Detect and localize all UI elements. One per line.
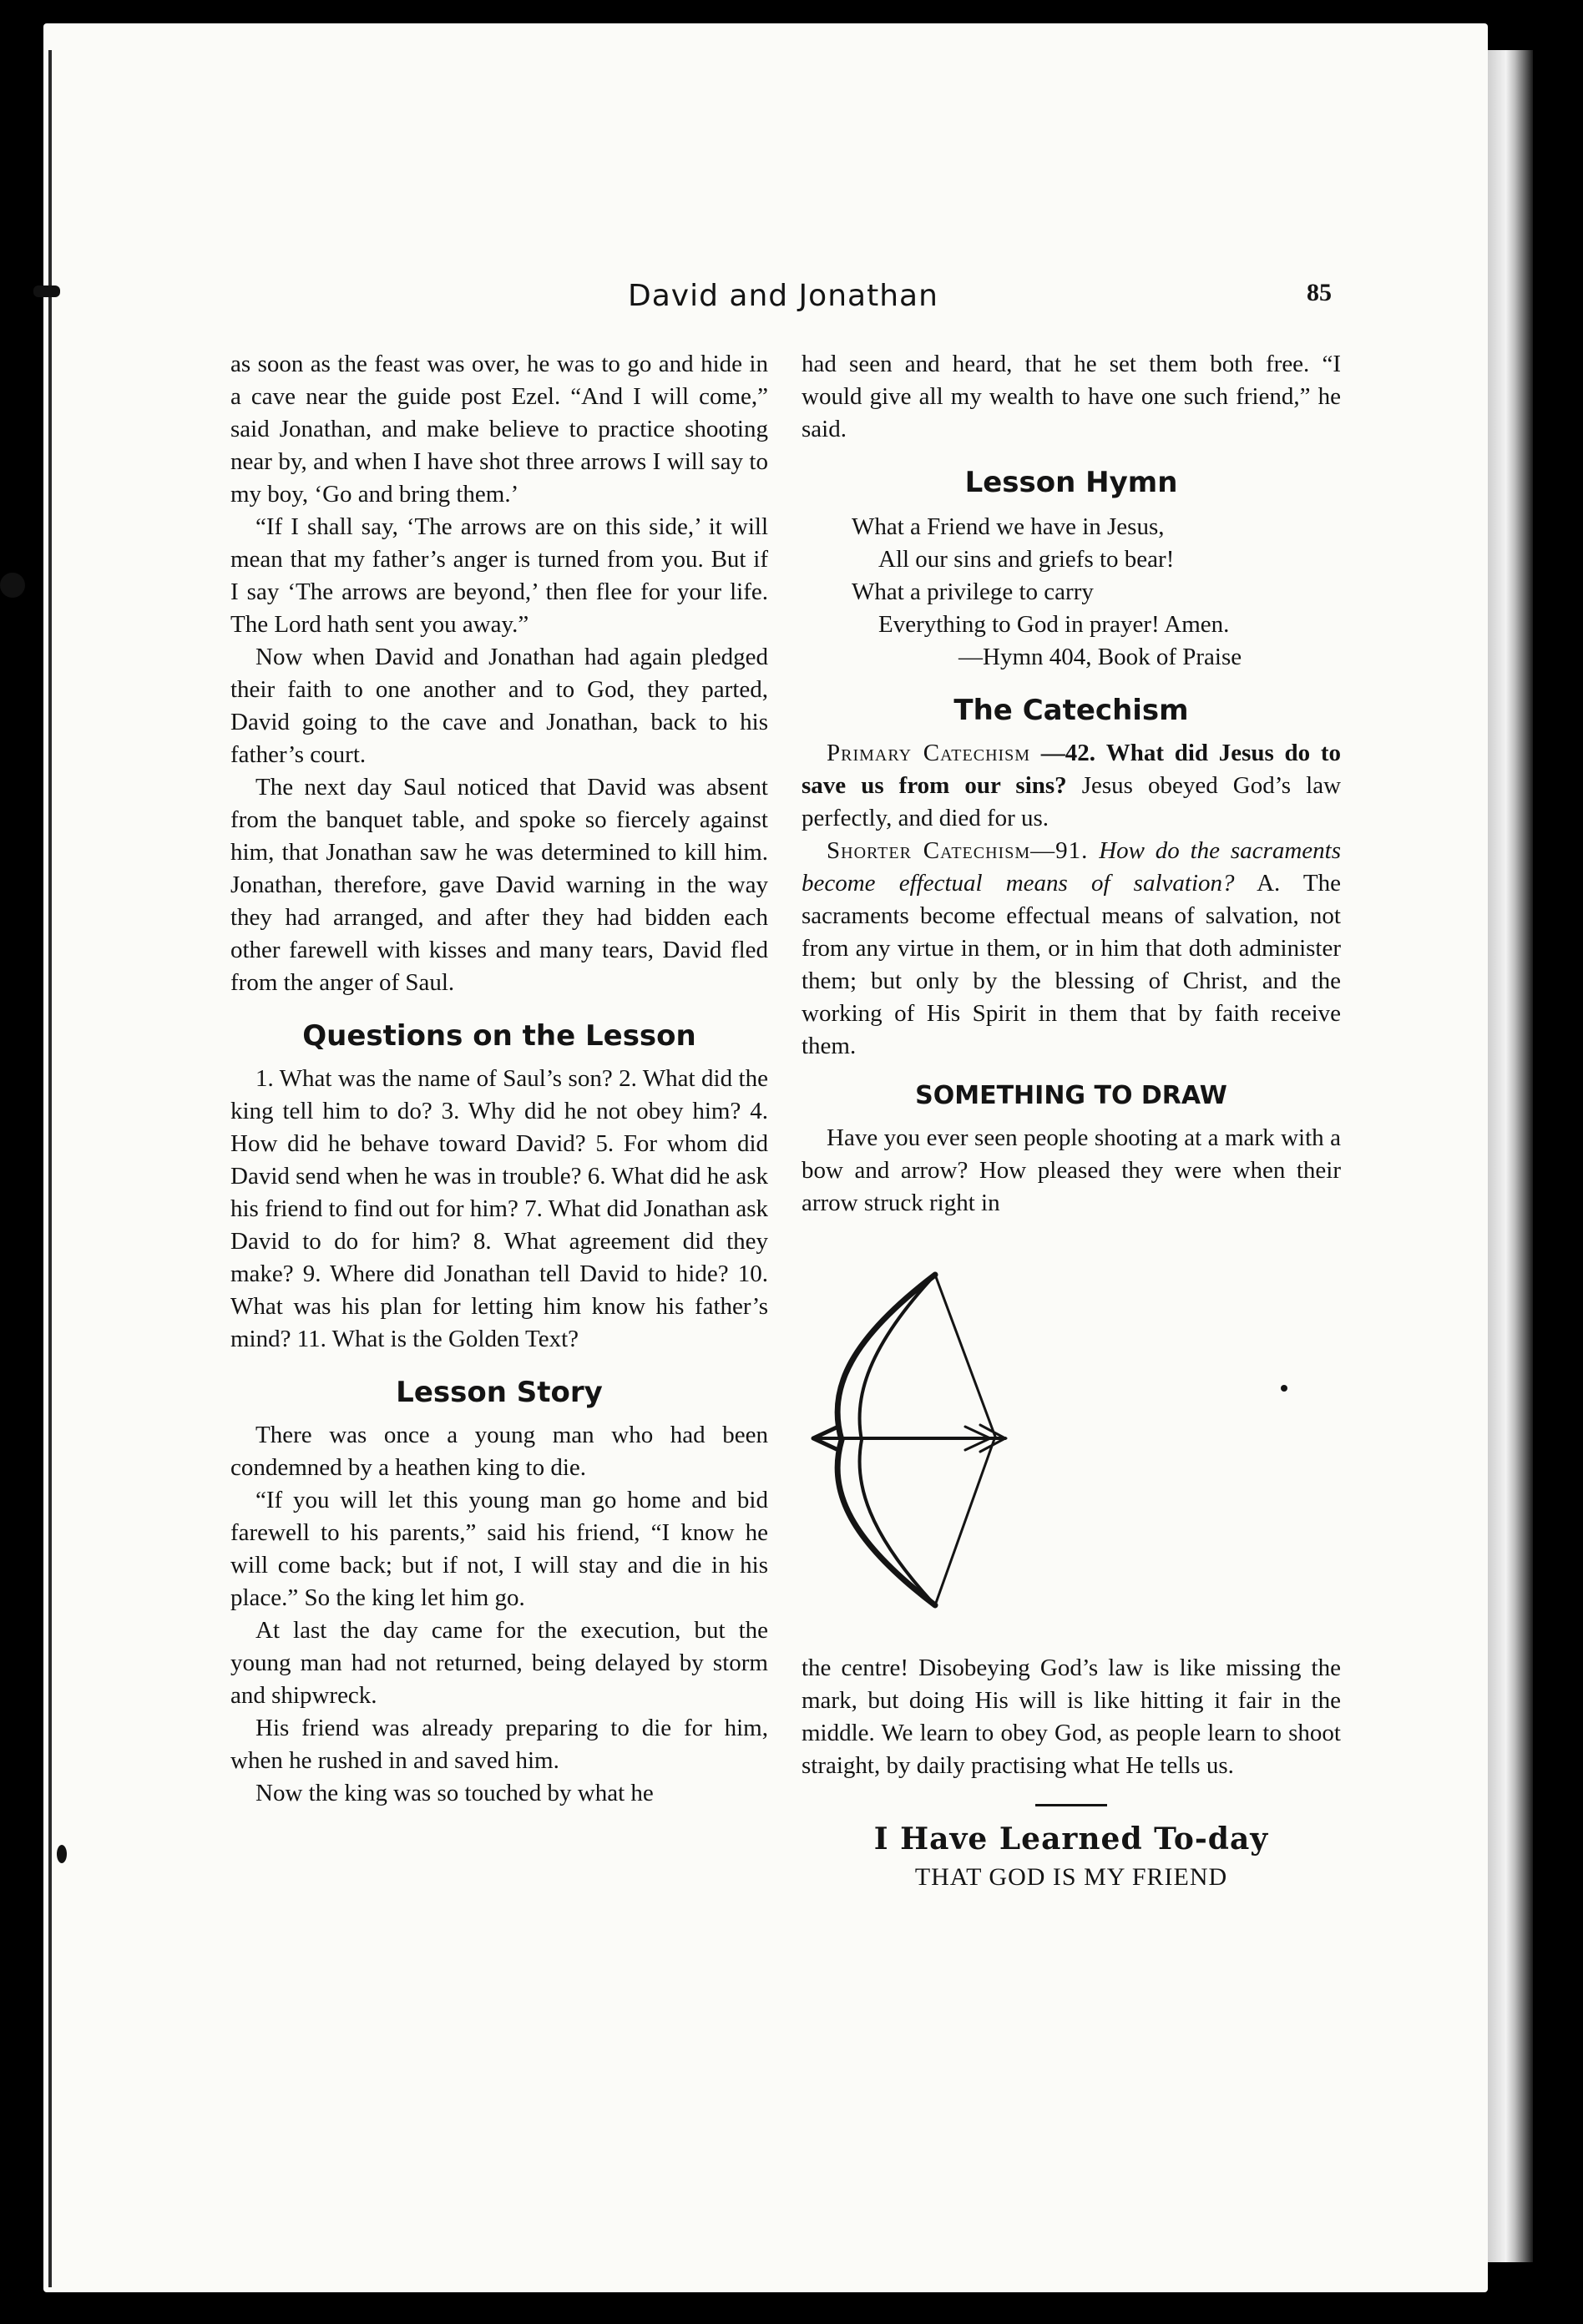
catechism-heading: The Catechism bbox=[953, 694, 1189, 727]
running-head: David and Jonathan bbox=[628, 279, 938, 313]
paragraph: as soon as the feast was over, he was to go and hide in a cave near the guide post Ezel. “And I will come,” said Jonathan, and make believe to practice shooting near by, and when I have shot three arrows I will say to my boy, ‘Go and bring them.’ bbox=[230, 351, 768, 508]
paragraph: Now the king was so touched by what he bbox=[255, 1780, 654, 1806]
paragraph: Have you ever seen people shooting at a mark with a bow and arrow? How pleased they were when their arrow struck right in bbox=[802, 1124, 1341, 1216]
binding-edge bbox=[48, 50, 52, 2287]
primary-catechism bbox=[802, 737, 1341, 835]
left-column bbox=[230, 348, 768, 1810]
primary-number: —42. bbox=[1040, 740, 1096, 766]
paragraph: His friend was already preparing to die for him, when he rushed in and saved him. bbox=[230, 1715, 768, 1774]
shorter-question: How do the sacraments become effectual means of salvation? bbox=[802, 837, 1341, 897]
primary-answer: Jesus obeyed God’s law perfectly, and died for us. bbox=[802, 772, 1342, 831]
hymn-line: What a Friend we have in Jesus, bbox=[852, 513, 1165, 540]
learned-text: THAT GOD IS MY FRIEND bbox=[914, 1863, 1228, 1891]
ink-blot bbox=[57, 1845, 67, 1863]
page-gutter bbox=[1488, 50, 1533, 2262]
paragraph: “If you will let this young man go home and bid farewell to his parents,” said his friend, “I know he will come back; but if not, I will stay and die in his place.” So the king let him go. bbox=[230, 1487, 768, 1611]
primary-question: What did Jesus do to save us from our sins? bbox=[802, 740, 1342, 799]
primary-label: Primary Catechism bbox=[827, 740, 1031, 766]
ink-blot bbox=[0, 573, 25, 598]
hymn-attribution: —Hymn 404, Book of Praise bbox=[958, 644, 1242, 670]
draw-heading: SOMETHING TO DRAW bbox=[915, 1081, 1227, 1110]
hymn-line: Everything to God in prayer! Amen. bbox=[878, 611, 1230, 638]
paragraph: “If I shall say, ‘The arrows are on this side,’ it will mean that my father’s anger is turned from you. But if I say ‘The arrows are beyond,’ then flee for your life. The Lord hath sent you away.” bbox=[230, 513, 768, 638]
paragraph: had seen and heard, that he set them both free. “I would give all my wealth to have one such friend,” he said. bbox=[802, 351, 1341, 442]
learned-title: I Have Learned To-day bbox=[873, 1821, 1269, 1857]
paragraph: There was once a young man who had been condemned by a heathen king to die. bbox=[230, 1422, 768, 1481]
paragraph: The next day Saul noticed that David was absent from the banquet table, and spoke so fiercely against him, that Jonathan saw he was determined to kill him. Jonathan, therefore, gave David warning in the way they had arranged, and after they had bidden each other farewell with kisses and many tears, David fled from the anger of Saul. bbox=[230, 774, 768, 996]
divider bbox=[1035, 1804, 1107, 1806]
hymn-line: What a privilege to carry bbox=[852, 578, 1094, 605]
shorter-label: Shorter Catechism—91. bbox=[827, 837, 1089, 864]
paragraph: At last the day came for the execution, but the young man had not returned, being delayed by storm and shipwreck. bbox=[230, 1617, 768, 1709]
bow-and-arrow-icon bbox=[802, 1263, 1341, 1622]
page-number: 85 bbox=[1307, 279, 1332, 306]
hymn-verse bbox=[802, 511, 1341, 674]
shorter-catechism bbox=[802, 835, 1341, 1063]
paragraph: the centre! Disobeying God’s law is like missing the mark, but doing His will is like hitting it fair in the middle. We learn to obey God, as people learn to shoot straight, by daily practising what He tells us. bbox=[802, 1655, 1341, 1779]
story-heading: Lesson Story bbox=[396, 1376, 603, 1409]
hymn-line: All our sins and griefs to bear! bbox=[878, 546, 1175, 573]
right-column bbox=[802, 348, 1341, 1893]
hymn-heading: Lesson Hymn bbox=[964, 466, 1178, 499]
paragraph: Now when David and Jonathan had again pledged their faith to one another and to God, they parted, David going to the cave and Jonathan, back to his father’s court. bbox=[230, 644, 768, 768]
binding-mark bbox=[33, 285, 60, 297]
questions-list: 1. What was the name of Saul’s son? 2. What did the king tell him to do? 3. Why did he not obey him? 4. How did he behave toward David? 5. For whom did David send when he was in trouble? 6. What did he ask his friend to find out for him? 7. What did Jonathan ask David to do for him? 8. What agreement did they make? 9. Where did Jonathan tell David to hide? 10. What was his plan for letting him know his father’s mind? 11. What is the Golden Text? bbox=[230, 1065, 768, 1352]
shorter-answer: A. The sacraments become effectual means of salvation, not from any virtue in them, or in him that doth administer them; but only by the blessing of Christ, and the working of His Spirit in them that by faith receive them. bbox=[802, 870, 1341, 1059]
questions-heading: Questions on the Lesson bbox=[302, 1019, 696, 1053]
